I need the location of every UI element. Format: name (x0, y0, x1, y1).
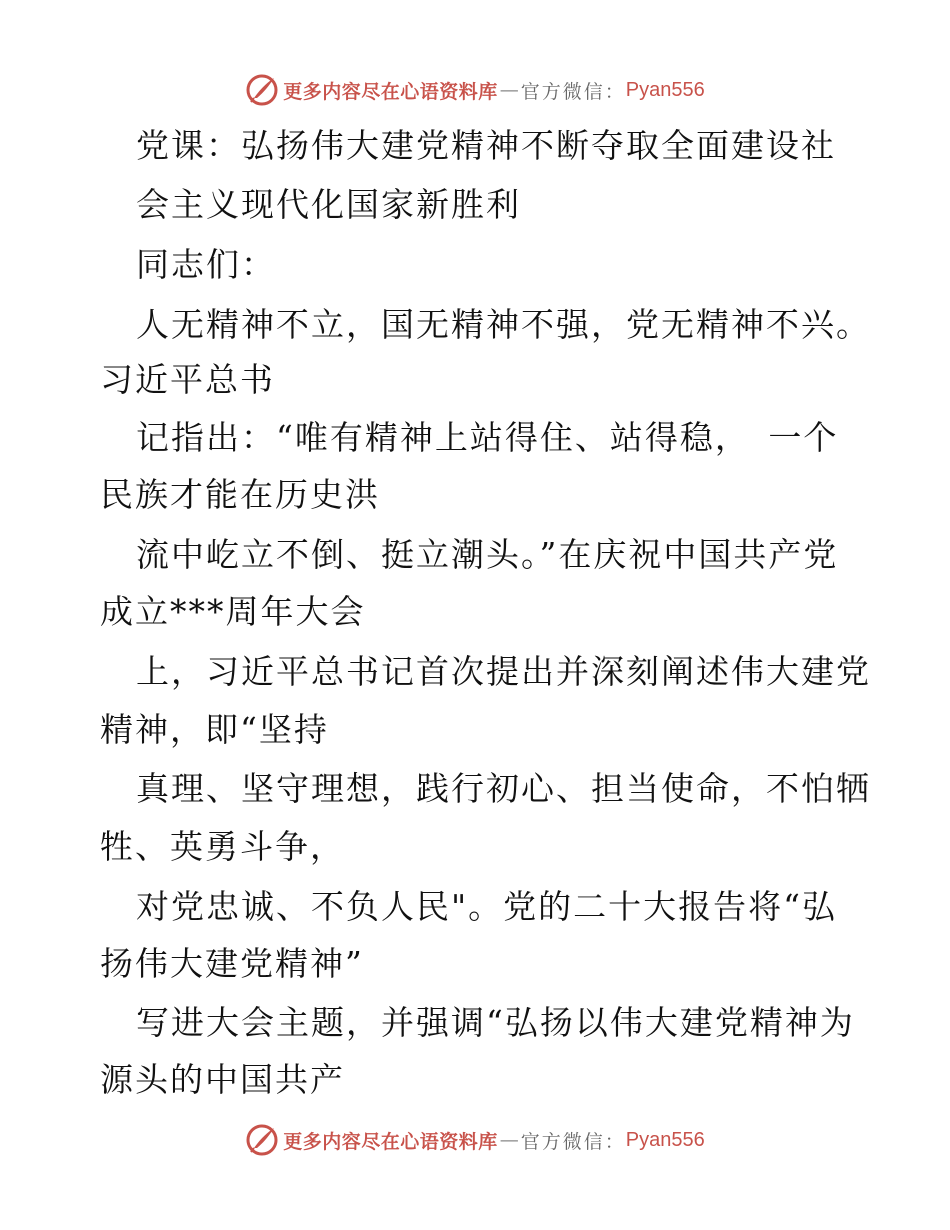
banner-official-text: 官方微信： (520, 80, 626, 103)
doc-text-line: 民族才能在历史洪 (100, 475, 380, 514)
quill-pen-logo-icon (245, 1123, 279, 1157)
banner-official-text: 官方微信： (520, 1130, 626, 1153)
doc-text-line: 上，习近平总书记首次提出并深刻阐述伟大建党 (136, 652, 871, 691)
header-banner (0, 68, 950, 112)
doc-text-line: 习近平总书 (100, 360, 275, 399)
doc-text-line: 精神，即“坚持 (100, 710, 329, 749)
doc-text-line: 真理、坚守理想，践行初心、担当使命，不怕牺 (136, 769, 871, 808)
doc-text-line: 记指出：“唯有精神上站得住、站得稳， 一个 (136, 418, 839, 457)
doc-text-line: 写进大会主题，并强调“弘扬以伟大建党精神为 (136, 1003, 855, 1042)
doc-text-line: 成立***周年大会 (100, 592, 366, 631)
doc-text-line: 源头的中国共产 (100, 1060, 345, 1099)
banner-dash: — (499, 1129, 519, 1151)
banner-site-text: 更多内容尽在心语资料库 (283, 80, 498, 103)
doc-text-line: 扬伟大建党精神” (100, 944, 364, 983)
doc-text-line: 对党忠诚、不负人民"。党的二十大报告将“弘 (136, 887, 838, 926)
footer-banner (0, 1118, 950, 1162)
quill-pen-logo-icon (245, 73, 279, 107)
doc-salutation: 同志们： (136, 245, 276, 284)
doc-text-line: 牲、英勇斗争， (100, 827, 345, 866)
banner-site-text: 更多内容尽在心语资料库 (283, 1130, 498, 1153)
doc-title-line-2: 会主义现代化国家新胜利 (136, 185, 521, 224)
banner-wechat-id: Pyan556 (625, 78, 705, 101)
doc-text-line: 流中屹立不倒、挺立潮头。”在庆祝中国共产党 (136, 535, 839, 574)
banner-dash: — (499, 79, 519, 101)
doc-title-line-1: 党课：弘扬伟大建党精神不断夺取全面建设社 (136, 126, 836, 165)
banner-wechat-id: Pyan556 (625, 1128, 705, 1151)
doc-text-line: 人无精神不立，国无精神不强，党无精神不兴。 (136, 305, 871, 344)
